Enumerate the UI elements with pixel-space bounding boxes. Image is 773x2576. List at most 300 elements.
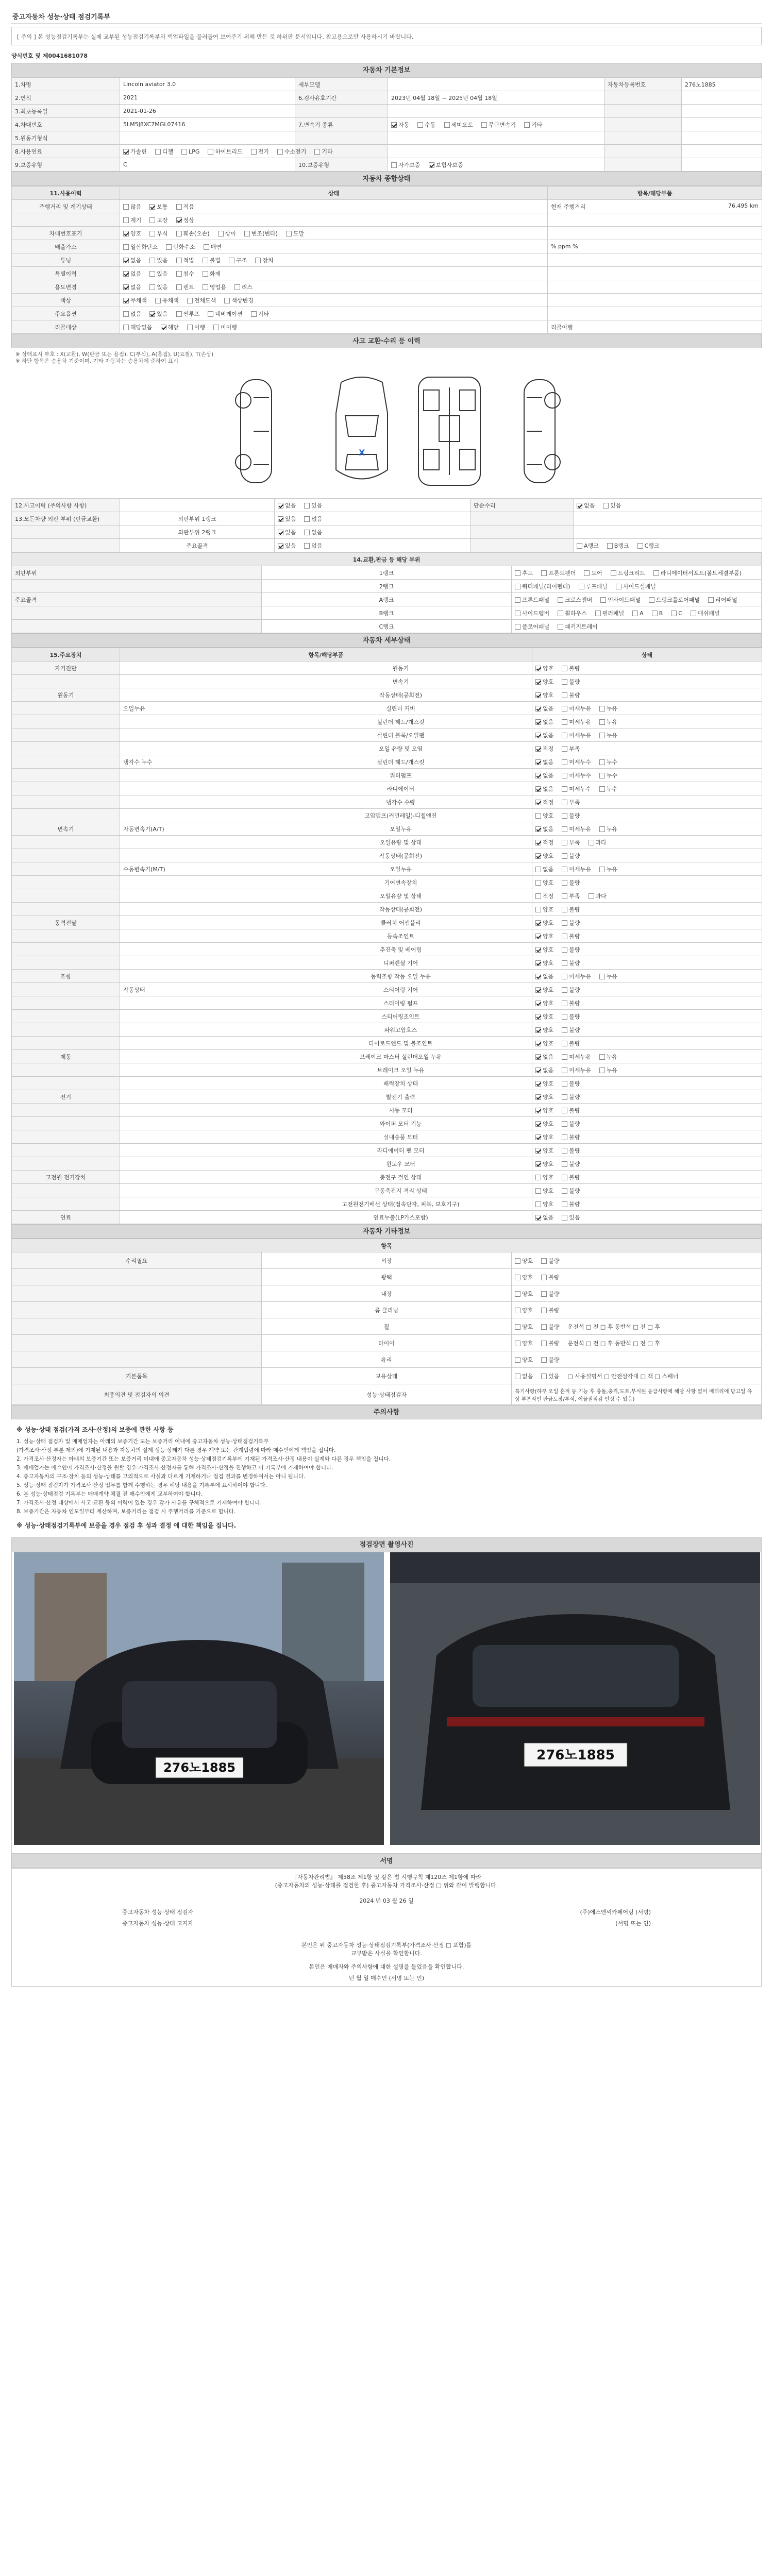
checkbox-option[interactable] xyxy=(535,932,553,940)
table-cell xyxy=(12,213,120,227)
checkbox-option[interactable] xyxy=(599,718,617,726)
checkbox-option[interactable] xyxy=(444,121,474,129)
checkbox-option[interactable] xyxy=(535,1053,553,1061)
checkbox-option[interactable] xyxy=(562,838,580,846)
checkbox-option[interactable] xyxy=(541,1290,559,1298)
checkbox-option[interactable] xyxy=(562,1133,580,1141)
checkbox-option[interactable] xyxy=(611,569,645,577)
checkbox-option[interactable] xyxy=(535,1213,553,1222)
checkbox-option[interactable] xyxy=(562,1120,580,1128)
checkbox-option[interactable] xyxy=(535,664,553,672)
checkbox-option[interactable] xyxy=(599,731,617,739)
checkbox-option[interactable] xyxy=(176,229,210,238)
option-label: 세미오토 xyxy=(451,121,474,128)
checkbox-option[interactable] xyxy=(123,202,141,211)
checkbox-option[interactable] xyxy=(562,1079,580,1088)
checkbox-icon xyxy=(562,1041,567,1046)
table-cell xyxy=(120,742,532,755)
checkbox-icon xyxy=(611,570,616,576)
checkbox-option[interactable] xyxy=(616,582,656,590)
checkbox-option[interactable] xyxy=(562,945,580,954)
checkbox-option[interactable] xyxy=(535,1173,553,1181)
table-cell xyxy=(120,78,295,91)
table-cell xyxy=(388,105,604,118)
checkbox-option[interactable] xyxy=(535,1160,553,1168)
checkbox-option[interactable] xyxy=(541,1273,559,1281)
checkbox-option[interactable] xyxy=(562,744,580,753)
checkbox-option[interactable] xyxy=(562,691,580,699)
checkbox-option[interactable] xyxy=(278,515,296,523)
checkbox-option[interactable] xyxy=(166,243,195,251)
checkbox-option[interactable] xyxy=(535,838,553,846)
checkbox-option[interactable] xyxy=(161,323,179,331)
checkbox-option[interactable] xyxy=(535,691,553,699)
table-cell xyxy=(12,688,120,702)
section-detail-status: 자동차 세부상태 xyxy=(11,633,762,648)
checkbox-option[interactable] xyxy=(123,229,141,238)
option-label: 불량 xyxy=(569,812,580,819)
checkbox-option[interactable] xyxy=(176,283,194,291)
table-cell xyxy=(532,1090,762,1104)
option-label: 부족 xyxy=(569,839,580,846)
table-cell xyxy=(120,1197,532,1211)
checkbox-option[interactable] xyxy=(535,999,553,1007)
checkbox-option[interactable] xyxy=(149,229,167,238)
table-cell xyxy=(470,526,574,539)
checkbox-option[interactable] xyxy=(176,310,200,318)
checkbox-option[interactable] xyxy=(595,609,625,617)
checkbox-option[interactable] xyxy=(541,1372,559,1380)
checkbox-option[interactable] xyxy=(562,1187,580,1195)
checkbox-option[interactable] xyxy=(562,704,591,713)
checkbox-option[interactable] xyxy=(123,323,153,331)
option-label: 불량 xyxy=(569,986,580,993)
checkbox-option[interactable] xyxy=(562,959,580,967)
table-row xyxy=(12,1171,762,1184)
checkbox-option[interactable] xyxy=(562,1093,580,1101)
table-cell xyxy=(548,307,762,320)
checkbox-option[interactable] xyxy=(562,1026,580,1034)
checkbox-icon xyxy=(515,1341,520,1346)
checkbox-option[interactable] xyxy=(535,1093,553,1101)
option-label: 누유 xyxy=(606,866,618,873)
checkbox-option[interactable] xyxy=(599,1066,617,1074)
checkbox-option[interactable] xyxy=(562,798,580,806)
checkbox-option[interactable] xyxy=(558,596,592,604)
checkbox-option[interactable] xyxy=(515,1306,533,1314)
checkbox-option[interactable] xyxy=(203,256,221,264)
item-label: 발전기 출력 xyxy=(386,1093,415,1100)
checkbox-option[interactable] xyxy=(599,972,617,980)
checkbox-option[interactable] xyxy=(599,771,617,779)
checkbox-option[interactable] xyxy=(417,121,435,129)
checkbox-option[interactable] xyxy=(187,296,216,304)
checkbox-option[interactable] xyxy=(203,283,226,291)
checkbox-option[interactable] xyxy=(637,541,660,550)
checkbox-option[interactable] xyxy=(649,596,700,604)
checkbox-option[interactable] xyxy=(204,243,222,251)
option-label: 디젤 xyxy=(162,148,174,155)
checkbox-option[interactable] xyxy=(535,919,553,927)
table-cell xyxy=(262,1368,512,1384)
checkbox-option[interactable] xyxy=(653,569,742,577)
option-label: 렌트 xyxy=(183,283,194,291)
checkbox-option[interactable] xyxy=(562,852,580,860)
checkbox-option[interactable] xyxy=(176,216,194,224)
option-label: 양호 xyxy=(543,852,554,859)
table-cell xyxy=(120,105,295,118)
table-cell xyxy=(12,620,262,633)
checkbox-option[interactable] xyxy=(562,758,591,766)
checkbox-option[interactable] xyxy=(123,269,141,278)
checkbox-option[interactable] xyxy=(589,892,607,900)
checked-box-icon xyxy=(123,284,129,290)
checkbox-option[interactable] xyxy=(599,704,617,713)
option-label: 과다 xyxy=(595,839,607,846)
checkbox-option[interactable] xyxy=(149,269,167,278)
checkbox-option[interactable] xyxy=(607,541,629,550)
checkbox-option[interactable] xyxy=(515,596,549,604)
checkbox-option[interactable] xyxy=(481,121,516,129)
checkbox-option[interactable] xyxy=(562,677,580,686)
checkbox-option[interactable] xyxy=(535,1039,553,1047)
checkbox-option[interactable] xyxy=(558,609,587,617)
checkbox-option[interactable] xyxy=(535,785,553,793)
checkbox-option[interactable] xyxy=(515,622,549,631)
checkbox-option[interactable] xyxy=(558,622,598,631)
field-extra: □ 사용설명서 □ 안전삼각대 □ 잭 □ 스패너 xyxy=(567,1372,679,1380)
checkbox-option[interactable] xyxy=(535,825,553,833)
table-cell xyxy=(532,1050,762,1063)
checkbox-option[interactable] xyxy=(515,1355,533,1364)
checkbox-option[interactable] xyxy=(278,528,296,536)
checkbox-option[interactable] xyxy=(562,1173,580,1181)
checkbox-option[interactable] xyxy=(652,610,663,617)
table-cell xyxy=(120,929,532,943)
table-cell xyxy=(532,903,762,916)
checkbox-option[interactable] xyxy=(541,1355,559,1364)
checkbox-option[interactable] xyxy=(562,1106,580,1114)
checkbox-option[interactable] xyxy=(213,323,237,331)
table-row xyxy=(12,1368,762,1384)
checkbox-option[interactable] xyxy=(535,798,553,806)
checkbox-option[interactable] xyxy=(155,147,173,156)
table-cell xyxy=(120,253,548,267)
checkbox-option[interactable] xyxy=(187,323,205,331)
option-label: 양호 xyxy=(543,691,554,699)
checkbox-icon xyxy=(562,1161,567,1167)
option-label: 불량 xyxy=(548,1290,560,1297)
option-label: 불량 xyxy=(569,906,580,913)
checkbox-option[interactable] xyxy=(562,825,591,833)
checkbox-option[interactable] xyxy=(579,582,608,590)
front-photo xyxy=(14,1552,384,1845)
item-label: 클러치 어셈블리 xyxy=(380,919,421,926)
checkbox-option[interactable] xyxy=(149,216,167,224)
checkbox-option[interactable] xyxy=(603,501,621,510)
option-label: 보통 xyxy=(157,203,168,210)
checkbox-option[interactable] xyxy=(123,256,141,264)
checkbox-option[interactable] xyxy=(535,771,553,779)
checkbox-option[interactable] xyxy=(535,1079,553,1088)
checkbox-option[interactable] xyxy=(203,269,221,278)
checkbox-option[interactable] xyxy=(123,283,141,291)
table-cell xyxy=(12,78,120,91)
table-cell xyxy=(12,1197,120,1211)
table-row xyxy=(12,606,762,620)
checkbox-option[interactable] xyxy=(562,1200,580,1208)
table-row xyxy=(12,702,762,715)
option-label: 양호 xyxy=(543,1160,554,1167)
checkbox-option[interactable] xyxy=(515,1339,533,1347)
checkbox-option[interactable] xyxy=(244,229,278,238)
table-cell xyxy=(120,1050,532,1063)
checkbox-option[interactable] xyxy=(123,216,141,224)
checkbox-option[interactable] xyxy=(181,148,199,155)
checkbox-icon xyxy=(599,706,605,711)
checkbox-option[interactable] xyxy=(535,986,553,994)
table-row xyxy=(12,782,762,795)
checkbox-option[interactable] xyxy=(535,1066,553,1074)
checkbox-option[interactable] xyxy=(599,825,617,833)
checkbox-option[interactable] xyxy=(541,569,576,577)
checkbox-option[interactable] xyxy=(149,283,167,291)
checkbox-option[interactable] xyxy=(535,731,553,739)
checkbox-option[interactable] xyxy=(515,569,533,577)
checkbox-option[interactable] xyxy=(562,1066,591,1074)
checkbox-icon xyxy=(251,149,257,155)
checkbox-option[interactable] xyxy=(515,609,549,617)
table-cell xyxy=(12,187,120,200)
checkbox-option[interactable] xyxy=(286,229,304,238)
checkbox-option[interactable] xyxy=(541,1257,559,1265)
table-cell xyxy=(120,1104,532,1117)
table-cell xyxy=(12,294,120,307)
table-cell xyxy=(532,849,762,862)
table-cell xyxy=(262,1318,512,1335)
option-label: 없음 xyxy=(522,1372,533,1380)
option-label: 불량 xyxy=(569,1080,580,1087)
note-line: 6. 본 성능·상태점검 기록부는 매매계약 체결 전 매수인에게 교부하여야 합니다. xyxy=(16,1491,203,1497)
field-value: 76,495 km xyxy=(728,202,759,209)
checkbox-option[interactable] xyxy=(589,838,607,846)
checkbox-option[interactable] xyxy=(391,121,409,129)
checkbox-option[interactable] xyxy=(535,718,553,726)
checkbox-option[interactable] xyxy=(562,999,580,1007)
checked-box-icon xyxy=(535,1148,541,1154)
checked-box-icon xyxy=(535,1094,541,1100)
checkbox-option[interactable] xyxy=(562,664,580,672)
checkbox-option[interactable] xyxy=(541,1323,559,1331)
checkbox-icon xyxy=(599,719,605,725)
field-sub: 외판부위 2랭크 xyxy=(178,529,216,536)
checkbox-option[interactable] xyxy=(251,310,269,318)
checkbox-option[interactable] xyxy=(562,932,580,940)
checkbox-option[interactable] xyxy=(541,1306,559,1314)
sign-text: (중고자동차의 성능·상태를 점검한 후) 중고자동차 가격조사·산정 □ 위와 같이 발행합니다. xyxy=(275,1882,498,1889)
checkbox-option[interactable] xyxy=(234,283,253,291)
checkbox-option[interactable] xyxy=(562,1012,580,1021)
checkbox-option[interactable] xyxy=(535,892,553,900)
checkbox-icon xyxy=(234,284,240,290)
checkbox-option[interactable] xyxy=(535,677,553,686)
checkbox-option[interactable] xyxy=(708,596,737,604)
checkbox-option[interactable] xyxy=(535,878,553,887)
item-label: 워터펌프 xyxy=(390,772,412,779)
checkbox-option[interactable] xyxy=(535,744,553,753)
checkbox-option[interactable] xyxy=(304,501,322,510)
checkbox-option[interactable] xyxy=(535,1106,553,1114)
checkbox-option[interactable] xyxy=(562,905,580,913)
checkbox-option[interactable] xyxy=(562,972,591,980)
checkbox-option[interactable] xyxy=(208,310,242,318)
checkbox-option[interactable] xyxy=(577,501,595,510)
checkbox-option[interactable] xyxy=(304,515,322,523)
checkbox-option[interactable] xyxy=(535,959,553,967)
checkbox-option[interactable] xyxy=(535,905,553,913)
checkbox-option[interactable] xyxy=(562,785,591,793)
checkbox-icon xyxy=(204,244,209,250)
option-label: 없음 xyxy=(543,718,554,725)
checkbox-option[interactable] xyxy=(562,986,580,994)
checkbox-option[interactable] xyxy=(599,1053,617,1061)
checkbox-option[interactable] xyxy=(671,610,682,617)
checkbox-option[interactable] xyxy=(155,296,179,304)
checkbox-option[interactable] xyxy=(535,972,553,980)
checkbox-option[interactable] xyxy=(277,147,307,156)
checkbox-option[interactable] xyxy=(535,1012,553,1021)
field-value: 2021 xyxy=(123,94,138,101)
checkbox-option[interactable] xyxy=(541,1339,559,1347)
checkbox-option[interactable] xyxy=(176,256,194,264)
checkbox-option[interactable] xyxy=(562,811,580,820)
checkbox-option[interactable] xyxy=(123,296,147,304)
checkbox-option[interactable] xyxy=(562,919,580,927)
checkbox-option[interactable] xyxy=(208,147,242,156)
checkbox-option[interactable] xyxy=(535,865,553,873)
checkbox-option[interactable] xyxy=(515,1257,533,1265)
checkbox-option[interactable] xyxy=(278,501,296,510)
checkbox-option[interactable] xyxy=(224,296,254,304)
checkbox-option[interactable] xyxy=(691,609,720,617)
group-label: 제동 xyxy=(60,1053,72,1060)
checkbox-option[interactable] xyxy=(584,569,602,577)
checkbox-option[interactable] xyxy=(599,785,617,793)
option-label: 자가보증 xyxy=(398,161,421,168)
checkbox-option[interactable] xyxy=(599,758,617,766)
checkbox-option[interactable] xyxy=(278,541,296,550)
checkbox-option[interactable] xyxy=(535,1146,553,1155)
checkbox-option[interactable] xyxy=(429,161,463,169)
checkbox-option[interactable] xyxy=(524,121,542,129)
table-cell xyxy=(295,91,388,105)
checkbox-option[interactable] xyxy=(229,256,247,264)
checkbox-option[interactable] xyxy=(149,256,167,264)
checkbox-option[interactable] xyxy=(391,161,421,169)
checkbox-option[interactable] xyxy=(255,256,273,264)
checkbox-option[interactable] xyxy=(218,229,236,238)
table-row xyxy=(12,836,762,849)
checkbox-option[interactable] xyxy=(600,596,641,604)
checkbox-option[interactable] xyxy=(149,310,167,318)
checkbox-option[interactable] xyxy=(515,1323,533,1331)
checkbox-option[interactable] xyxy=(562,1146,580,1155)
checkbox-option[interactable] xyxy=(535,1120,553,1128)
checkbox-option[interactable] xyxy=(123,243,158,251)
table-row xyxy=(12,809,762,822)
table-cell xyxy=(120,187,548,200)
option-label: A xyxy=(640,609,644,617)
checkbox-option[interactable] xyxy=(535,704,553,713)
checkbox-option[interactable] xyxy=(535,852,553,860)
checkbox-option[interactable] xyxy=(535,1187,553,1195)
checkbox-option[interactable] xyxy=(535,1026,553,1034)
option-label: 장치 xyxy=(262,257,274,264)
checkbox-option[interactable] xyxy=(251,147,269,156)
table-cell xyxy=(532,983,762,996)
checkbox-option[interactable] xyxy=(562,892,580,900)
checkbox-option[interactable] xyxy=(562,1039,580,1047)
checkbox-option[interactable] xyxy=(562,771,591,779)
checkbox-option[interactable] xyxy=(562,878,580,887)
checkbox-option[interactable] xyxy=(535,945,553,954)
checkbox-option[interactable] xyxy=(562,1053,591,1061)
checkbox-option[interactable] xyxy=(535,811,553,820)
checkbox-option[interactable] xyxy=(149,202,167,211)
table-cell xyxy=(295,131,388,145)
checkbox-option[interactable] xyxy=(304,528,322,536)
table-row xyxy=(12,227,762,240)
section-basic-info: 자동차 기본정보 xyxy=(11,63,762,77)
option-label: 양호 xyxy=(543,906,554,913)
table-cell xyxy=(604,131,682,145)
table-cell xyxy=(12,227,120,240)
checkbox-option[interactable] xyxy=(535,758,553,766)
checkbox-option[interactable] xyxy=(515,582,570,590)
checked-box-icon xyxy=(535,773,541,778)
checkbox-option[interactable] xyxy=(599,865,617,873)
checkbox-option[interactable] xyxy=(562,1160,580,1168)
checkbox-option[interactable] xyxy=(535,1133,553,1141)
checkbox-option[interactable] xyxy=(562,1213,580,1222)
checkbox-option[interactable] xyxy=(176,202,194,211)
checkbox-option[interactable] xyxy=(123,147,147,156)
item-label: 실린더 헤드/개스킷 xyxy=(377,718,425,725)
checkbox-icon xyxy=(535,1175,541,1180)
checkbox-option[interactable] xyxy=(562,718,591,726)
table-cell xyxy=(532,929,762,943)
checkbox-icon xyxy=(562,759,567,765)
checkbox-option[interactable] xyxy=(562,865,591,873)
table-row xyxy=(12,983,762,996)
table-cell xyxy=(682,105,762,118)
group-label: 조향 xyxy=(60,973,72,980)
checkbox-icon xyxy=(562,800,567,805)
checked-box-icon xyxy=(535,1041,541,1046)
checkbox-option[interactable] xyxy=(123,310,141,318)
table-row xyxy=(12,889,762,903)
checkbox-option[interactable] xyxy=(535,1200,553,1208)
checkbox-option[interactable] xyxy=(577,541,599,550)
checkbox-option[interactable] xyxy=(562,731,591,739)
checkbox-option[interactable] xyxy=(632,610,644,617)
checkbox-option[interactable] xyxy=(176,269,194,278)
checkbox-option[interactable] xyxy=(515,1372,533,1380)
checkbox-option[interactable] xyxy=(515,1290,533,1298)
checkbox-option[interactable] xyxy=(314,147,332,156)
checkbox-option[interactable] xyxy=(304,541,322,550)
checkbox-option[interactable] xyxy=(515,1273,533,1281)
